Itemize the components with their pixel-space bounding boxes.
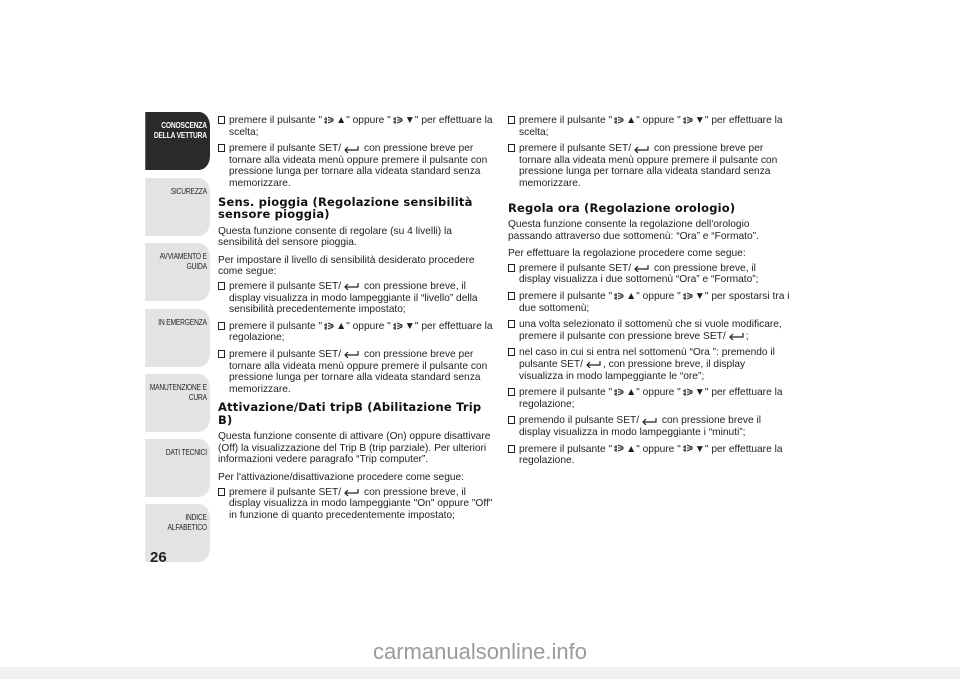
tab-dati-tecnici[interactable] bbox=[145, 439, 210, 497]
return-arrow-icon bbox=[343, 350, 359, 358]
paragraph: Questa funzione consente di regolare (su 4 livelli) la sensibilità del sensore pioggia. bbox=[218, 225, 452, 249]
text: con pressione breve, il display visualizza i due sottomenù “Ora” e “Formato”; bbox=[519, 262, 759, 286]
list-item bbox=[508, 143, 790, 189]
text: premendo il pulsante SET/ bbox=[519, 415, 640, 427]
text: ▼" per effettuare la scelta; bbox=[519, 115, 783, 138]
text: con pressione breve per tornare alla videata menù oppure premere il pulsante con pressione lunga per tornare alla videata standard senza memorizzare. bbox=[519, 143, 778, 189]
text: ▲" oppure " bbox=[336, 115, 391, 126]
page-number: 26 bbox=[150, 549, 167, 566]
list-item bbox=[508, 263, 790, 286]
checkbox-bullet-icon bbox=[508, 292, 515, 300]
checkbox-bullet-icon bbox=[508, 348, 515, 356]
return-arrow-icon bbox=[641, 417, 657, 425]
text: premere il pulsante " bbox=[229, 320, 323, 332]
return-arrow-icon bbox=[343, 282, 359, 290]
lights-icon bbox=[683, 116, 693, 125]
return-arrow-icon bbox=[728, 332, 744, 340]
list-item bbox=[508, 319, 790, 342]
lights-icon bbox=[614, 292, 624, 301]
lights-icon bbox=[324, 116, 334, 125]
tab-label: INDICE ALFABETICO bbox=[167, 512, 207, 532]
text: premere il pulsante SET/ bbox=[519, 262, 632, 274]
tab-emergenza[interactable] bbox=[145, 309, 210, 367]
list-item bbox=[218, 321, 496, 344]
text: con pressione breve, il display visualizza in modo lampeggiante "On" oppure "Off" in funzione di quanto precedentemente impostato; bbox=[229, 486, 493, 521]
text: con pressione breve per tornare alla videata menù oppure premere il pulsante con pressione lunga per tornare alla videata standard senza memorizzare. bbox=[229, 143, 488, 189]
text: premere il pulsante SET/ bbox=[229, 486, 342, 498]
lights-icon bbox=[393, 116, 403, 125]
tab-label: AVVIAMENTO E bbox=[159, 251, 207, 261]
paragraph: Questa funzione consente di attivare (On) oppure disattivare (Off) la visualizzazione del Trip B (trip parziale). Per ulteriori informazioni vedere paragrafo “Trip computer”. bbox=[218, 431, 491, 466]
lights-icon bbox=[614, 116, 624, 125]
text: premere il pulsante " bbox=[519, 291, 613, 303]
tab-label: GUIDA bbox=[186, 261, 207, 271]
checkbox-bullet-icon bbox=[508, 416, 515, 424]
return-arrow-icon bbox=[633, 145, 649, 153]
list-item bbox=[508, 415, 790, 438]
tab-manutenzione[interactable] bbox=[145, 374, 210, 432]
list-item bbox=[508, 291, 790, 314]
lights-icon bbox=[393, 322, 403, 331]
checkbox-bullet-icon bbox=[218, 282, 225, 290]
checkbox-bullet-icon bbox=[508, 445, 515, 453]
checkbox-bullet-icon bbox=[508, 320, 515, 328]
text: nel caso in cui si entra nel sottomenù “Ora ”: premendo il pulsante SET/ bbox=[519, 347, 775, 370]
text: ▲" oppure " bbox=[626, 443, 681, 455]
text: premere il pulsante SET/ bbox=[229, 143, 342, 155]
list-item bbox=[218, 487, 496, 522]
return-arrow-icon bbox=[585, 360, 601, 368]
list-item bbox=[218, 349, 496, 395]
checkbox-bullet-icon bbox=[508, 116, 515, 124]
text: una volta selezionato il sottomenù che si vuole modificare, premere il pulsante con pressione breve SET/ bbox=[519, 319, 782, 342]
text: ▼" per effettuare la regolazione. bbox=[519, 443, 783, 467]
checkbox-bullet-icon bbox=[218, 350, 225, 358]
text: con pressione breve il display visualizza in modo lampeggiante i “minuti”; bbox=[519, 415, 762, 438]
text: premere il pulsante SET/ bbox=[229, 280, 342, 292]
checkbox-bullet-icon bbox=[218, 116, 225, 124]
tab-label: CONOSCENZA bbox=[161, 120, 207, 130]
tab-sicurezza[interactable] bbox=[145, 178, 210, 236]
text: ▼" per spostarsi tra i due sottomenù; bbox=[519, 291, 790, 314]
lights-icon bbox=[683, 388, 693, 397]
list-item bbox=[508, 115, 790, 138]
section-heading: Sens. pioggia (Regolazione sensibilità sensore pioggia) bbox=[218, 194, 473, 222]
lights-icon bbox=[614, 444, 624, 453]
checkbox-bullet-icon bbox=[508, 144, 515, 152]
checkbox-bullet-icon bbox=[218, 488, 225, 496]
tab-avviamento[interactable] bbox=[145, 243, 210, 301]
tab-label: DELLA VETTURA bbox=[153, 130, 207, 140]
text: premere il pulsante " bbox=[519, 443, 613, 455]
tab-label: MANUTENZIONE E bbox=[149, 382, 207, 392]
text: premere il pulsante SET/ bbox=[519, 143, 632, 155]
text: ▲" oppure " bbox=[626, 291, 681, 303]
text: ▲" oppure " bbox=[626, 115, 681, 126]
watermark: carmanualsonline.info bbox=[372, 639, 588, 664]
tab-label: CURA bbox=[188, 392, 207, 402]
tab-label: SICUREZZA bbox=[170, 186, 207, 196]
checkbox-bullet-icon bbox=[218, 322, 225, 330]
tab-conoscenza[interactable] bbox=[145, 112, 210, 170]
column-left bbox=[218, 115, 496, 526]
text: ▲" oppure " bbox=[336, 320, 391, 332]
paragraph: Per impostare il livello di sensibilità desiderato procedere come segue: bbox=[218, 254, 475, 278]
return-arrow-icon bbox=[343, 145, 359, 153]
lights-icon bbox=[324, 322, 334, 331]
lights-icon bbox=[683, 444, 693, 453]
checkbox-bullet-icon bbox=[508, 388, 515, 396]
text: ; bbox=[745, 330, 749, 342]
list-item bbox=[508, 444, 790, 467]
list-item bbox=[218, 281, 496, 316]
list-item bbox=[218, 143, 496, 189]
section-heading: Attivazione/Dati tripB (Abilitazione Trip B) bbox=[218, 400, 482, 427]
lights-icon bbox=[683, 292, 693, 301]
text: premere il pulsante " bbox=[229, 115, 323, 126]
lights-icon bbox=[614, 388, 624, 397]
text: premere il pulsante " bbox=[519, 115, 613, 126]
paragraph: Questa funzione consente la regolazione dell'orologio passando attraverso due sottomenù: “Ora” e “Formato”. bbox=[508, 219, 759, 242]
section-heading: Regola ora (Regolazione orologio) bbox=[508, 200, 736, 215]
tab-label: IN EMERGENZA bbox=[158, 317, 207, 327]
checkbox-bullet-icon bbox=[508, 264, 515, 272]
text: premere il pulsante " bbox=[519, 387, 613, 399]
text: con pressione breve, il display visualizza in modo lampeggiante il “livello” della sensibilità precedentemente impostato; bbox=[229, 280, 478, 316]
text: ▲" oppure " bbox=[626, 387, 681, 399]
text: ▼" per effettuare la regolazione; bbox=[229, 320, 493, 344]
text: , con pressione breve, il display visualizza in modo lampeggiante le “ore”; bbox=[519, 359, 746, 382]
footer-bar bbox=[0, 667, 960, 679]
return-arrow-icon bbox=[633, 264, 649, 272]
paragraph: Per l'attivazione/disattivazione procedere come segue: bbox=[218, 472, 465, 484]
list-item bbox=[508, 387, 790, 410]
checkbox-bullet-icon bbox=[218, 144, 225, 152]
tab-label: DATI TECNICI bbox=[165, 447, 207, 457]
list-item bbox=[508, 347, 790, 382]
return-arrow-icon bbox=[343, 488, 359, 496]
text: ▼" per effettuare la scelta; bbox=[229, 115, 493, 138]
list-item bbox=[218, 115, 496, 138]
paragraph: Per effettuare la regolazione procedere come segue: bbox=[508, 248, 746, 260]
text: con pressione breve per tornare alla videata menù oppure premere il pulsante con pressione lunga per tornare alla videata standard senza memorizzare. bbox=[229, 348, 488, 395]
column-right bbox=[508, 115, 790, 472]
text: ▼" per effettuare la regolazione; bbox=[519, 387, 783, 410]
text: premere il pulsante SET/ bbox=[229, 348, 342, 360]
